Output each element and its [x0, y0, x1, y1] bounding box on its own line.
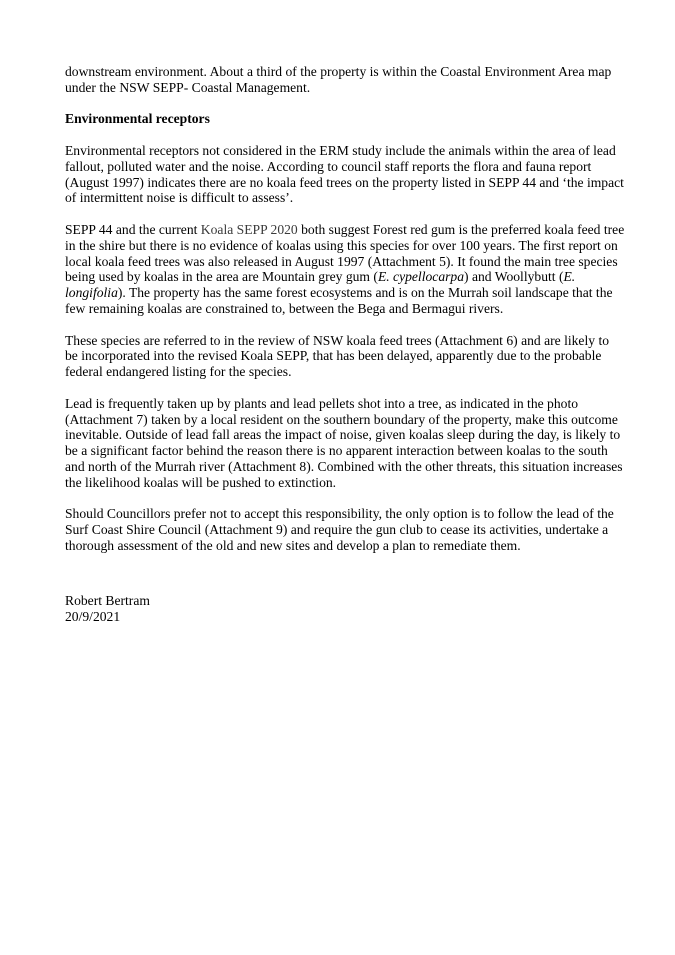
- paragraph-receptors: Environmental receptors not considered in the ERM study include the animals within the area of lead fallout, polluted water and the noise. According to council staff reports the flora and fauna report (August 1997) indicates there are no koala feed trees on the property listed in SEPP 44 and ‘the impact of intermittent noise is difficult to assess’.: [65, 142, 624, 206]
- species-name-longifolia: E. longifolia: [65, 269, 576, 301]
- paragraph-feed-trees-part-b: both suggest Forest red gum is the preferred koala feed tree in the shire but there is no evidence of koalas using this species for over 100 years. The first report on local koala feed trees was also released in August 1997 (Attachment 5). It found the main tree species being used by koalas in the area are Mountain grey gum (: [65, 221, 625, 285]
- paragraph-recommendation: Should Councillors prefer not to accept this responsibility, the only option is to follow the lead of the Surf Coast Shire Council (Attachment 9) and require the gun club to cease its activities, undertake a thorough assessment of the old and new sites and develop a plan to remediate them.: [65, 506, 614, 553]
- paragraph-species-review: These species are referred to in the review of NSW koala feed trees (Attachment 6) and are likely to be incorporated into the revised Koala SEPP, that has been delayed, apparently due to the probable federal endangered listing for the species.: [65, 332, 610, 380]
- signature-date: 20/9/2021: [65, 608, 121, 624]
- signature-name: Robert Bertram: [65, 592, 150, 608]
- paragraph-lead-impact: Lead is frequently taken up by plants and lead pellets shot into a tree, as indicated in the photo (Attachment 7) taken by a local resident on the southern boundary of the property, make this outcome inevitable. Outside of lead fall areas the impact of noise, given koalas sleep during the day, is likely to be a significant factor behind the reason there is no apparent interaction between koalas to the south and north of the Murrah river (Attachment 8). Combined with the other threats, this situation increases the likelihood koalas will be pushed to extinction.: [65, 395, 623, 490]
- section-heading: Environmental receptors: [65, 111, 210, 127]
- species-name-cypellocarpa: E. cypellocarpa: [377, 269, 465, 285]
- document-page: [65, 64, 625, 624]
- paragraph-feed-trees-part-d: ). The property has the same forest ecosystems and is on the Murrah soil landscape that the few remaining koalas are constrained to, between the Bega and Bermagui rivers.: [65, 285, 613, 316]
- koala-sepp-link[interactable]: Koala SEPP 2020: [200, 221, 298, 237]
- paragraph-feed-trees-part-c: ) and Woollybutt (: [464, 269, 564, 285]
- intro-paragraph: downstream environment. About a third of the property is within the Coastal Environment Area map under the NSW SEPP- Coastal Management.: [65, 64, 612, 95]
- paragraph-feed-trees-part-a: SEPP 44 and the current: [65, 221, 201, 237]
- paragraph-feed-trees: [65, 222, 625, 317]
- signature-block: [65, 593, 625, 625]
